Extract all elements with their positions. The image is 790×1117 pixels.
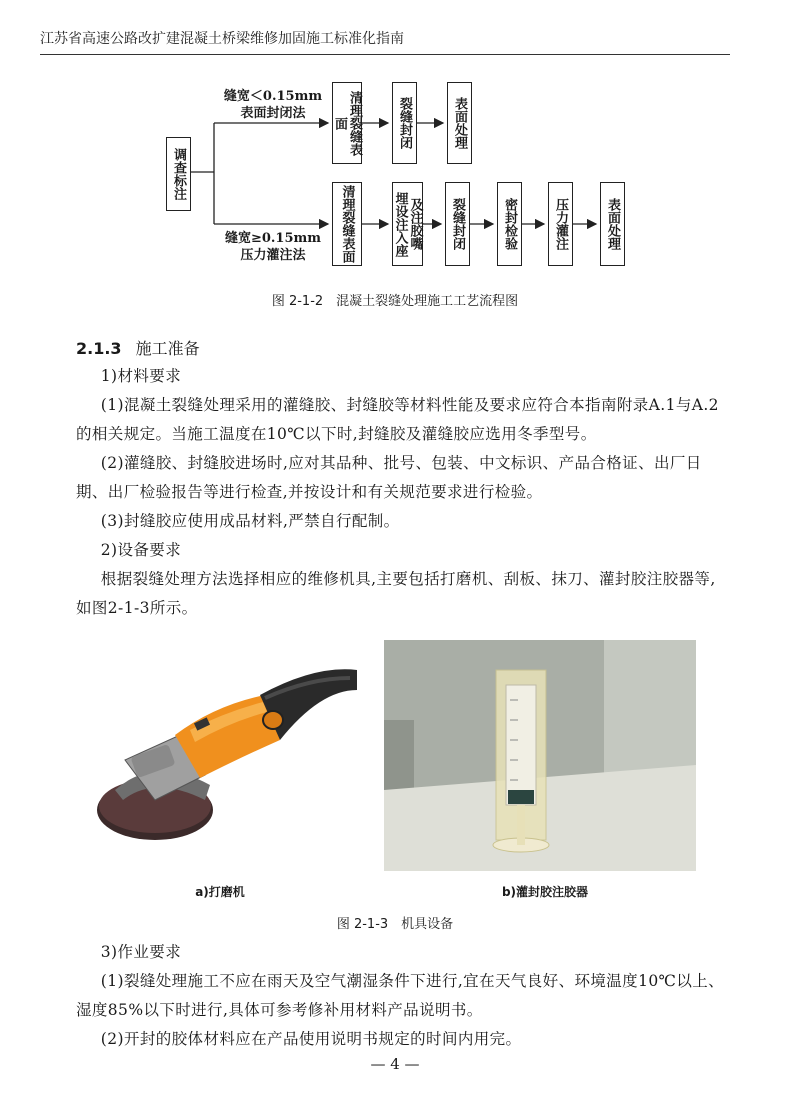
flow-step-box: 密封检验 xyxy=(497,182,522,266)
paragraph: (3)封缝胶应使用成品材料,严禁自行配制。 xyxy=(100,512,400,530)
flow-step-box: 裂缝封闭 xyxy=(392,82,417,164)
branch1-method: 表面封闭法 xyxy=(240,106,306,121)
branch2-label xyxy=(213,230,333,264)
subfigure-caption-b: b)灌封胶注胶器 xyxy=(501,885,589,899)
flow-step-box: 表面处理 xyxy=(447,82,472,164)
branch1-label xyxy=(213,88,333,122)
figure-caption-equipment: 图 2-1-3 机具设备 xyxy=(336,917,454,932)
flow-step-box: 清理裂缝表面 xyxy=(332,182,362,266)
flow-step-box: 及注胶嘴 埋设注入座 xyxy=(392,182,423,266)
paragraph: (2)开封的胶体材料应在产品使用说明书规定的时间内用完。 xyxy=(100,1030,522,1048)
glue-injector-photo xyxy=(384,640,696,871)
page-number: — 4 — xyxy=(370,1055,420,1073)
branch2-condition: 缝宽≥0.15mm xyxy=(224,231,322,246)
branch2-method: 压力灌注法 xyxy=(240,248,306,263)
flow-step-box: 清理裂缝表面 xyxy=(332,82,362,164)
flow-start-box: 调查标注 xyxy=(166,137,191,211)
paragraph: (1)裂缝处理施工不应在雨天及空气潮湿条件下进行,宜在天气良好、环境温度10℃以上、湿度85%以下时进行,具体可参考修补用材料产品说明书。 xyxy=(76,972,725,1019)
flow-step-box: 表面处理 xyxy=(600,182,625,266)
page-header: 江苏省高速公路改扩建混凝土桥梁维修加固施工标准化指南 xyxy=(40,28,730,55)
body-text-bottom xyxy=(76,938,726,1054)
section-number: 2.1.3 xyxy=(76,339,122,358)
flow-step-box: 压力灌注 xyxy=(548,182,573,266)
angle-grinder-photo xyxy=(95,650,360,850)
body-text-top xyxy=(76,362,726,623)
figure-caption-flowchart: 图 2-1-2 混凝土裂缝处理施工工艺流程图 xyxy=(271,294,519,309)
process-flowchart xyxy=(0,0,790,300)
section-heading xyxy=(76,336,200,359)
paragraph: 3)作业要求 xyxy=(100,943,182,961)
paragraph: (1)混凝土裂缝处理采用的灌缝胶、封缝胶等材料性能及要求应符合本指南附录A.1与A.2的相关规定。当施工温度在10℃以下时,封缝胶及灌缝胶应选用冬季型号。 xyxy=(76,396,719,443)
section-title: 施工准备 xyxy=(135,339,200,358)
paragraph: (2)灌缝胶、封缝胶进场时,应对其品种、批号、包装、中文标识、产品合格证、出厂日期、出厂检验报告等进行检查,并按设计和有关规范要求进行检验。 xyxy=(76,454,702,501)
paragraph: 2)设备要求 xyxy=(100,541,182,559)
branch1-condition: 缝宽＜0.15mm xyxy=(223,89,323,104)
paragraph: 根据裂缝处理方法选择相应的维修机具,主要包括打磨机、刮板、抹刀、灌封胶注胶器等,如图2-1-3所示。 xyxy=(76,570,716,617)
paragraph: 1)材料要求 xyxy=(100,367,182,385)
flow-step-box: 裂缝封闭 xyxy=(445,182,470,266)
subfigure-caption-a: a)打磨机 xyxy=(195,885,245,899)
